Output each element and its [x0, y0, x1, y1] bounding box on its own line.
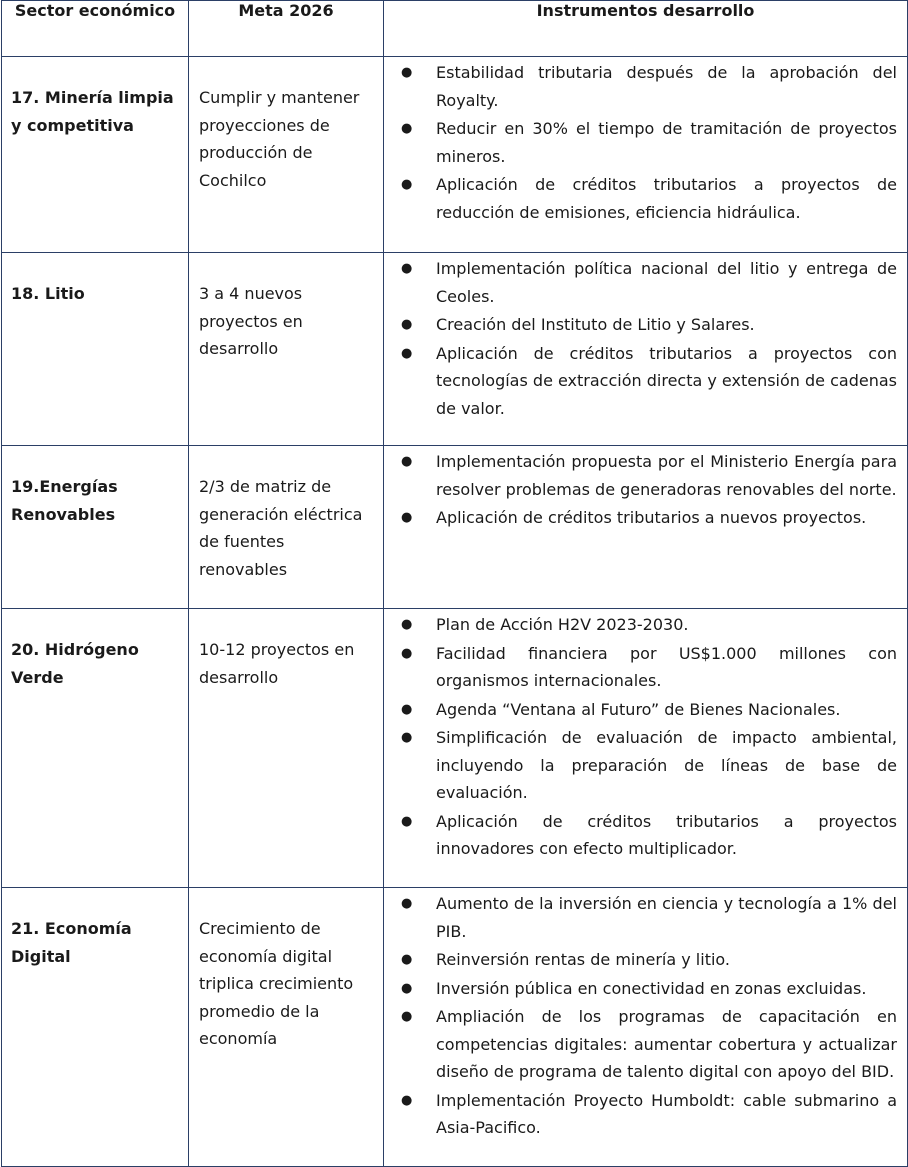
- instrument-item: ● Aplicación de créditos tributarios a proyectos de reducción de emisiones, eficiencia hidráulica.: [401, 171, 897, 226]
- instrument-list: [401, 611, 897, 863]
- instrument-item: ● Creación del Instituto de Litio y Salares.: [401, 311, 897, 339]
- meta-cell: Crecimiento de economía digital triplica crecimiento promedio de la economía: [189, 888, 384, 1167]
- sector-cell: 19.Energías Renovables: [2, 446, 189, 609]
- instrument-item: ● Ampliación de los programas de capacitación en competencias digitales: aumentar cobertura y actualizar diseño de programa de talento digital con apoyo del BID.: [401, 1003, 897, 1086]
- instrument-item: ● Implementación política nacional del litio y entrega de Ceoles.: [401, 255, 897, 310]
- sector-goals-table: [1, 0, 908, 1167]
- table-header-row: [2, 1, 908, 57]
- instruments-cell: [384, 888, 908, 1167]
- instrument-item: ● Aplicación de créditos tributarios a proyectos con tecnologías de extracción directa y extensión de cadenas de valor.: [401, 340, 897, 423]
- table-row: [2, 609, 908, 888]
- meta-cell: Cumplir y mantener proyecciones de producción de Cochilco: [189, 57, 384, 253]
- instrument-item: ● Agenda “Ventana al Futuro” de Bienes Nacionales.: [401, 696, 897, 724]
- instrument-list: [401, 59, 897, 226]
- table-row: [2, 446, 908, 609]
- instrument-item: ● Plan de Acción H2V 2023-2030.: [401, 611, 897, 639]
- instrument-item: ● Inversión pública en conectividad en zonas excluidas.: [401, 975, 897, 1003]
- table-row: [2, 253, 908, 446]
- header-sector: Sector económico: [2, 1, 189, 57]
- instrument-item: ● Simplificación de evaluación de impacto ambiental, incluyendo la preparación de líneas de base de evaluación.: [401, 724, 897, 807]
- header-meta: Meta 2026: [189, 1, 384, 57]
- instruments-cell: [384, 446, 908, 609]
- instruments-cell: [384, 609, 908, 888]
- instrument-list: [401, 448, 897, 532]
- meta-cell: 10-12 proyectos en desarrollo: [189, 609, 384, 888]
- instrument-item: ● Facilidad financiera por US$1.000 millones con organismos internacionales.: [401, 640, 897, 695]
- instrument-item: ● Implementación propuesta por el Ministerio Energía para resolver problemas de generadoras renovables del norte.: [401, 448, 897, 503]
- sector-cell: 21. Economía Digital: [2, 888, 189, 1167]
- table-row: [2, 57, 908, 253]
- instrument-item: ● Reducir en 30% el tiempo de tramitación de proyectos mineros.: [401, 115, 897, 170]
- instrument-item: ● Implementación Proyecto Humboldt: cable submarino a Asia-Pacifico.: [401, 1087, 897, 1142]
- instrument-item: ● Reinversión rentas de minería y litio.: [401, 946, 897, 974]
- sector-cell: 17. Minería limpia y competitiva: [2, 57, 189, 253]
- sector-cell: 20. Hidrógeno Verde: [2, 609, 189, 888]
- table-row: [2, 888, 908, 1167]
- instruments-cell: [384, 57, 908, 253]
- header-instruments: Instrumentos desarrollo: [384, 1, 908, 57]
- instrument-item: ● Aplicación de créditos tributarios a nuevos proyectos.: [401, 504, 897, 532]
- meta-cell: 3 a 4 nuevos proyectos en desarrollo: [189, 253, 384, 446]
- instrument-list: [401, 255, 897, 422]
- instrument-item: ● Aplicación de créditos tributarios a proyectos innovadores con efecto multiplicador.: [401, 808, 897, 863]
- instrument-item: ● Estabilidad tributaria después de la aprobación del Royalty.: [401, 59, 897, 114]
- instrument-list: [401, 890, 897, 1142]
- sector-cell: 18. Litio: [2, 253, 189, 446]
- instruments-cell: [384, 253, 908, 446]
- meta-cell: 2/3 de matriz de generación eléctrica de fuentes renovables: [189, 446, 384, 609]
- instrument-item: ● Aumento de la inversión en ciencia y tecnología a 1% del PIB.: [401, 890, 897, 945]
